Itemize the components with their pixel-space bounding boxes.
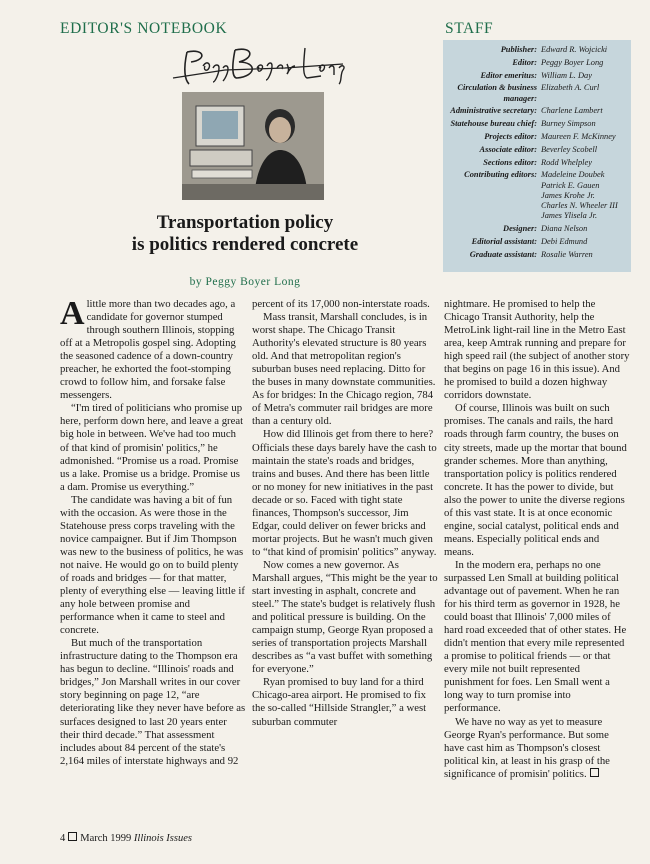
article-paragraph <box>60 402 246 493</box>
staff-names <box>541 237 626 247</box>
staff-name: Patrick E. Gauen <box>541 180 600 190</box>
staff-names <box>541 45 626 55</box>
staff-role: Projects editor: <box>484 131 537 141</box>
staff-name: James Krohe Jr. <box>541 190 595 200</box>
square-bullet-icon <box>68 832 77 841</box>
page-number: 4 <box>60 833 66 844</box>
article-title <box>60 212 430 256</box>
paragraph-text: In the modern era, perhaps no one surpassed Len Small at building political advantage out of pavement. When he ran for his third term as governor in 1928, he could boast that Illinois' 7,000 miles of hard road exceeded that of other states. He didn't mention that every mile represented a promise to political friends — or that every mile not built represented punishment for foes. Len Small went a long way to turn promise into performance. <box>444 558 627 715</box>
staff-name: Diana Nelson <box>541 223 588 233</box>
staff-names <box>541 71 626 81</box>
staff-role: Associate editor: <box>479 144 537 154</box>
article-paragraph <box>444 559 630 716</box>
staff-list <box>443 40 631 260</box>
staff-role: Contributing editors: <box>464 170 537 180</box>
staff-name: Rodd Whelpley <box>541 157 592 167</box>
article-column-2 <box>252 298 438 729</box>
staff-role: Publisher: <box>500 45 537 54</box>
staff-role: Statehouse bureau chief: <box>450 119 537 129</box>
paragraph-text: How did Illinois get from there to here? Officials these days barely have the cash to maintain the state's roads and bridges, trains and buses. And there has been little or no money for new initiatives in the past decade or so. Faced with tight state finances, Thompson's successor, Jim Edgar, could deliver on fewer bricks and mortar projects. But he wasn't much given to “that kind of promisin' politics” anyway. <box>252 428 437 558</box>
paragraph-text: We have no way as yet to measure George Ryan's performance. But some have cast him as Thompson's closest political kin, at least in his grasp of the significance of promisin' politics. <box>444 715 610 780</box>
article-title-line-2: is politics rendered concrete <box>131 234 359 255</box>
paragraph-text: Of course, Illinois was built on such promises. The canals and rails, the hard roads through farm country, the buses on city streets, made up the mortar that bound grander schemes. More than anything, transportation policy is politics rendered concrete. It has the power to divide, but also the power to unite the diverse regions of this vast state. It is at once economic engine, social catalyst, political ends and means. Especially political ends and means. <box>444 402 627 558</box>
paragraph-text: But much of the transportation infrastructure dating to the Thompson era has begun to decline. “Illinois' roads and bridges,” Jon Marshall writes in our cover story beginning on page 12, “are deteriorating like they never have before as surfaces designed to last 20 years enter their third decade.” That assessment includes about 84 percent of the state's 2,164 miles of interstate highways and 92 <box>60 637 246 767</box>
paragraph-text: little more than two decades ago, a candidate for governor stumped through southern Illinois, stopping off at a Metropolis gospel sing. Adopting the seasoned cadence of a down-country preacher, he exhorted the foot-stomping crowd to follow him, and forsake false messengers. <box>60 298 236 402</box>
end-mark-icon <box>590 768 599 777</box>
staff-row <box>443 132 626 142</box>
staff-role: Designer: <box>503 223 537 233</box>
article-paragraph <box>60 494 246 638</box>
editor-signature <box>165 40 355 90</box>
staff-role: Graduate assistant: <box>469 249 537 259</box>
staff-row <box>443 170 626 221</box>
staff-names <box>541 145 626 155</box>
staff-role: Editorial assistant: <box>471 236 537 246</box>
article-paragraph <box>60 637 246 767</box>
byline: by Peggy Boyer Long <box>189 276 301 288</box>
paragraph-text: nightmare. He promised to help the Chicago Transit Authority, help the MetroLink light-rail line in the Metro East area, keep Amtrak running and prepare for high speed rail (the subject of another story that begins on page 16 in this issue). And he promised to build a dozen highway corridors downstate. <box>444 298 630 402</box>
staff-row <box>443 250 626 260</box>
article-paragraph <box>252 559 438 676</box>
staff-names <box>541 106 626 116</box>
article-paragraph <box>444 716 630 781</box>
staff-header: STAFF <box>445 20 494 37</box>
staff-row <box>443 45 626 55</box>
staff-names <box>541 158 626 168</box>
article-title-line-1: Transportation policy <box>156 212 334 233</box>
staff-name: Maureen F. McKinney <box>541 131 616 141</box>
paragraph-text: Now comes a new governor. As Marshall argues, “This might be the year to start investing in asphalt, concrete and steel.” The state's budget is relatively flush and political pressure is building. On the campaign stump, George Ryan proposed a series of transportation projects Marshall describes as “a vast buffet with something for everyone.” <box>252 558 438 676</box>
staff-name: James Ylisela Jr. <box>541 211 598 221</box>
staff-name: Madeleine Doubek <box>541 170 605 180</box>
staff-row <box>443 71 626 81</box>
staff-name: Edward R. Wojcicki <box>541 45 608 54</box>
paragraph-text: Mass transit, Marshall concludes, is in worst shape. The Chicago Transit Authority's elevated structure is 80 years old. And that metropolitan region's suburban buses need replacing. Ditto for the buses in many downstate communities. As for bridges: In the Chicago region, 784 of Metra's commuter rail bridges are more than a century old. <box>252 311 436 428</box>
editor-photo <box>182 92 324 200</box>
staff-row <box>443 83 626 103</box>
staff-name: Elizabeth A. Curl <box>541 83 600 93</box>
article-paragraph <box>252 428 438 558</box>
article-paragraph <box>444 402 630 559</box>
staff-name: Charlene Lambert <box>541 106 603 116</box>
staff-names <box>541 132 626 142</box>
staff-names <box>541 224 626 234</box>
page-footer <box>60 832 192 844</box>
staff-name: William L. Day <box>541 70 592 80</box>
staff-role: Editor emeritus: <box>480 70 537 80</box>
issue-date: March 1999 <box>80 833 132 844</box>
paragraph-text: percent of its 17,000 non-interstate roads. <box>252 298 430 310</box>
staff-names <box>541 170 626 221</box>
staff-name: Peggy Boyer Long <box>541 57 604 67</box>
article-paragraph <box>60 295 246 402</box>
article-column-1 <box>60 295 246 768</box>
publication-name: Illinois Issues <box>133 833 192 844</box>
staff-row <box>443 158 626 168</box>
article-paragraph <box>444 298 630 402</box>
staff-role: Editor: <box>512 57 537 67</box>
staff-row <box>443 58 626 68</box>
section-header: EDITOR'S NOTEBOOK <box>60 20 228 37</box>
staff-row <box>443 224 626 234</box>
staff-role: Circulation & business manager: <box>457 83 537 103</box>
staff-box <box>443 40 631 272</box>
article-column-3 <box>444 298 630 781</box>
paragraph-text: “I'm tired of politicians who promise up here, perform down here, and leave a great big hole in between. We've had too much of that kind of promisin' politics,” he admonished. “Promise us a road. Promise us a lake. Promise us a bridge. Promise us a dam. Promise us everything.” <box>60 402 244 493</box>
staff-names <box>541 250 626 260</box>
staff-row <box>443 119 626 129</box>
staff-names <box>541 58 626 68</box>
staff-name: Burney Simpson <box>541 119 596 129</box>
article-paragraph <box>252 676 438 728</box>
staff-role: Sections editor: <box>483 157 537 167</box>
paragraph-text: Ryan promised to buy land for a third Chicago-area airport. He promised to fix the so-called “Hillside Strangler,” a west suburban commuter <box>252 676 427 728</box>
staff-name: Rosalie Warren <box>541 249 593 259</box>
paragraph-text: The candidate was having a bit of fun with the occasion. As were those in the Statehouse press corps traveling with the novice campaigner. But if Jim Thompson was new to the business of politics, he was not naive. He would go on to build plenty of roads and bridges — for that matter, plenty of everything else — leaving little if any hole between promise and performance when it came to steel and concrete. <box>60 493 245 637</box>
staff-names <box>541 119 626 129</box>
staff-name: Beverley Scobell <box>541 144 598 154</box>
staff-names <box>541 83 626 103</box>
staff-name: Debi Edmund <box>541 236 588 246</box>
staff-row <box>443 237 626 247</box>
article-paragraph <box>252 311 438 428</box>
staff-name: Charles N. Wheeler III <box>541 200 618 210</box>
staff-row <box>443 106 626 116</box>
article-paragraph <box>252 298 438 311</box>
staff-row <box>443 145 626 155</box>
staff-role: Administrative secretary: <box>450 106 537 116</box>
drop-cap: A <box>60 295 85 332</box>
